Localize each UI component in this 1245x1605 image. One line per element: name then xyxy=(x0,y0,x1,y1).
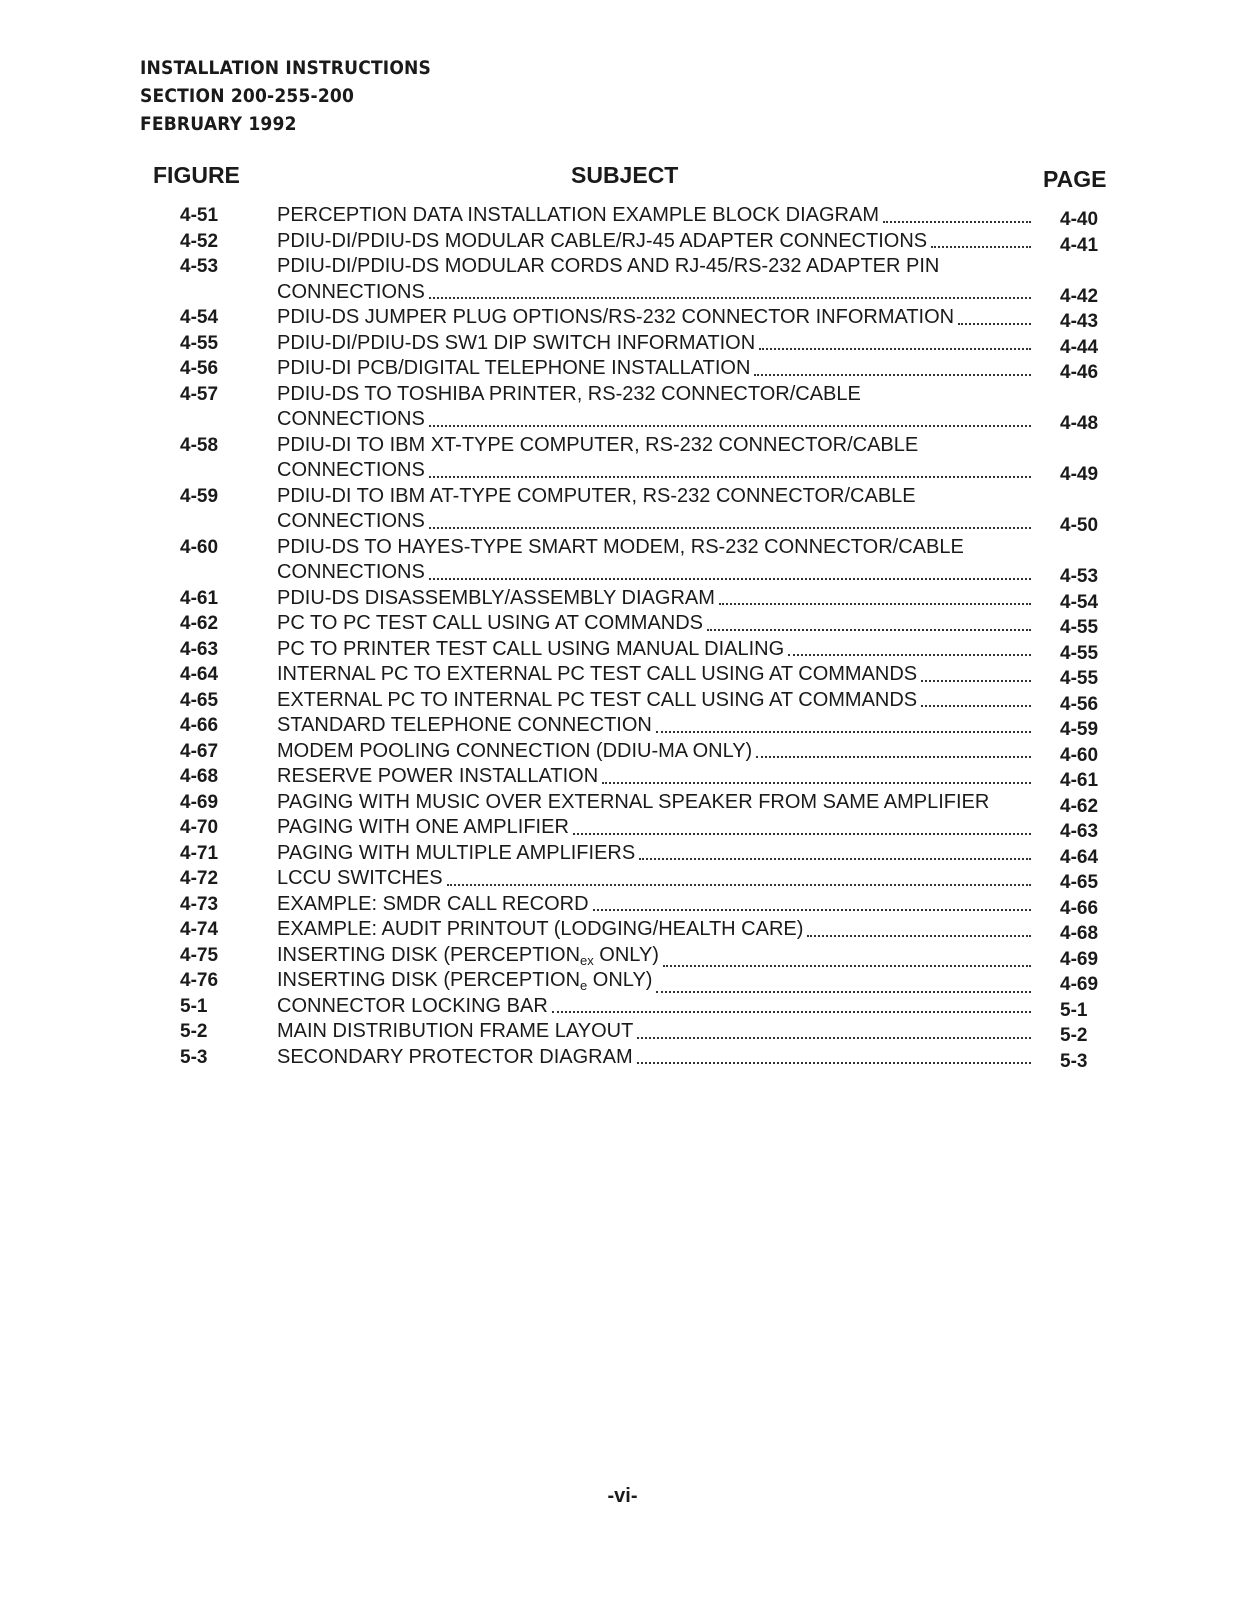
subject-with-leader xyxy=(277,688,1033,714)
figure-number: 4-65 xyxy=(180,689,219,711)
subject-text-main: EXAMPLE: SMDR CALL RECORD xyxy=(277,892,589,915)
page-reference: 4-53 xyxy=(1060,566,1099,587)
list-item xyxy=(0,535,1245,586)
subject-text xyxy=(277,713,652,739)
list-item xyxy=(0,815,1245,841)
column-header-subject: SUBJECT xyxy=(571,162,679,188)
dot-leader xyxy=(637,1036,1031,1039)
subject-text-suffix: ONLY) xyxy=(593,943,659,966)
subject-text xyxy=(277,280,425,306)
section-number: SECTION 200-255-200 xyxy=(140,85,355,107)
subject-with-leader xyxy=(277,356,1033,382)
dot-leader xyxy=(639,857,1031,860)
subject-text-main: EXAMPLE: AUDIT PRINTOUT (LODGING/HEALTH CARE) xyxy=(277,918,804,940)
page-reference: 4-61 xyxy=(1060,770,1099,791)
subject-with-leader xyxy=(277,229,1033,255)
dot-leader xyxy=(756,755,1031,758)
list-item-line xyxy=(0,407,1245,433)
subject-text-main: PDIU-DI PCB/DIGITAL TELEPHONE INSTALLATION xyxy=(277,357,751,379)
manual-title: INSTALLATION INSTRUCTIONS xyxy=(140,57,432,79)
subject-text xyxy=(277,764,598,790)
list-item xyxy=(0,254,1245,305)
subject-text xyxy=(277,560,425,586)
subject-text-main: CONNECTIONS xyxy=(277,408,425,430)
dot-leader xyxy=(707,628,1031,631)
subject-text-main: SECONDARY PROTECTOR DIAGRAM xyxy=(277,1045,633,1068)
page-reference: 4-41 xyxy=(1060,234,1099,256)
list-item xyxy=(0,203,1245,229)
list-item-line xyxy=(0,866,1245,892)
list-item-line xyxy=(0,662,1245,688)
dot-leader xyxy=(788,653,1031,656)
figure-number: 4-72 xyxy=(180,868,219,889)
subject-with-leader xyxy=(277,331,1033,357)
subject-text-main: INTERNAL PC TO EXTERNAL PC TEST CALL USING AT COMMANDS xyxy=(277,663,918,685)
subject-with-leader xyxy=(277,1045,1033,1071)
list-item xyxy=(0,611,1245,637)
figure-number: 4-75 xyxy=(180,944,219,966)
subject-text xyxy=(277,203,879,229)
subject-text-main: STANDARD TELEPHONE CONNECTION xyxy=(277,714,652,736)
dot-leader xyxy=(931,245,1031,248)
subject-text xyxy=(277,994,548,1020)
figure-number: 4-64 xyxy=(180,664,219,685)
subject-with-leader xyxy=(277,739,1033,765)
dot-leader xyxy=(429,526,1031,529)
figure-number: 4-67 xyxy=(180,740,219,762)
subject-with-leader xyxy=(277,662,1033,688)
dot-leader xyxy=(429,296,1031,299)
page-reference: 5-1 xyxy=(1060,999,1088,1021)
list-item xyxy=(0,790,1245,816)
subject-text xyxy=(277,815,569,841)
list-item xyxy=(0,764,1245,790)
page-reference: 4-46 xyxy=(1060,362,1099,383)
subject-with-leader xyxy=(277,203,1033,229)
list-item-line xyxy=(0,535,1245,561)
list-item-line xyxy=(0,611,1245,637)
subject-text-main: RESERVE POWER INSTALLATION xyxy=(277,765,599,787)
list-item xyxy=(0,739,1245,765)
list-item-line xyxy=(0,790,1245,816)
dot-leader xyxy=(663,964,1031,967)
figure-number: 4-70 xyxy=(180,817,219,838)
dot-leader xyxy=(754,373,1031,376)
page-reference: 4-44 xyxy=(1060,336,1099,358)
figure-number: 4-52 xyxy=(180,230,219,252)
dot-leader xyxy=(921,704,1031,707)
subject-with-leader xyxy=(277,1019,1033,1045)
list-item xyxy=(0,229,1245,255)
list-item xyxy=(0,917,1245,943)
subject-text-main: PDIU-DI/PDIU-DS MODULAR CABLE/RJ-45 ADAPTER CONNECTIONS xyxy=(277,229,928,252)
list-item xyxy=(0,1045,1245,1071)
page-reference: 4-48 xyxy=(1060,413,1099,434)
subject-text xyxy=(277,458,425,484)
column-header-figure: FIGURE xyxy=(153,162,240,188)
list-item xyxy=(0,968,1245,994)
list-item-line xyxy=(0,739,1245,765)
figure-number: 4-73 xyxy=(180,893,219,915)
dot-leader xyxy=(921,679,1031,682)
dot-leader xyxy=(958,322,1031,325)
subject-with-leader xyxy=(277,407,1033,433)
publication-date: FEBRUARY 1992 xyxy=(140,113,297,135)
figure-number: 4-53 xyxy=(180,256,219,277)
page-reference: 4-55 xyxy=(1060,642,1099,664)
subject-text xyxy=(277,586,715,612)
list-item-line xyxy=(0,203,1245,229)
figure-number: 4-61 xyxy=(180,587,219,609)
page-reference: 4-49 xyxy=(1060,464,1099,485)
document-header xyxy=(140,54,431,138)
figure-number: 5-1 xyxy=(180,995,208,1017)
list-item xyxy=(0,356,1245,382)
subject-text xyxy=(277,917,803,943)
figure-number: 4-69 xyxy=(180,791,219,813)
subject-text-main: CONNECTIONS xyxy=(277,510,425,532)
list-item xyxy=(0,433,1245,484)
figure-number: 4-68 xyxy=(180,766,219,787)
dot-leader xyxy=(759,347,1031,350)
list-item-line xyxy=(0,254,1245,280)
page-reference: 4-55 xyxy=(1060,617,1099,638)
list-item-line xyxy=(0,305,1245,331)
list-item xyxy=(0,943,1245,969)
page-reference: 4-54 xyxy=(1060,591,1099,613)
list-item-line xyxy=(0,892,1245,918)
list-item-line xyxy=(0,586,1245,612)
page-reference: 4-40 xyxy=(1060,209,1099,230)
subject-with-leader xyxy=(277,560,1033,586)
page-reference: 4-62 xyxy=(1060,795,1099,817)
subject-with-leader xyxy=(277,841,1033,867)
list-item-line xyxy=(0,382,1245,408)
figure-number: 4-56 xyxy=(180,358,219,379)
page-reference: 4-64 xyxy=(1060,846,1099,868)
list-item-line xyxy=(0,943,1245,969)
dot-leader xyxy=(429,475,1031,478)
subject-text xyxy=(277,739,752,765)
dot-leader xyxy=(807,934,1031,937)
subject-with-leader xyxy=(277,458,1033,484)
figure-number: 4-60 xyxy=(180,536,219,558)
figure-number: 4-62 xyxy=(180,613,219,634)
list-item-line xyxy=(0,815,1245,841)
subject-text-main: PC TO PRINTER TEST CALL USING MANUAL DIALING xyxy=(277,637,785,660)
list-item-line xyxy=(0,637,1245,663)
page-reference: 4-65 xyxy=(1060,872,1099,893)
subject-with-leader xyxy=(277,815,1033,841)
figure-number: 4-63 xyxy=(180,638,219,660)
list-item-line xyxy=(0,841,1245,867)
subject-text: PDIU-DI TO IBM XT-TYPE COMPUTER, RS-232 CONNECTOR/CABLE xyxy=(277,433,919,456)
figure-number: 4-76 xyxy=(180,970,219,991)
subject-text: PDIU-DS TO HAYES-TYPE SMART MODEM, RS-232 CONNECTOR/CABLE xyxy=(277,535,964,558)
list-item-line xyxy=(0,968,1245,994)
dot-leader xyxy=(883,220,1031,223)
list-item-line xyxy=(0,331,1245,357)
dot-leader xyxy=(637,1061,1031,1064)
dot-leader xyxy=(429,424,1031,427)
subject-text-main: CONNECTIONS xyxy=(277,561,425,583)
list-item-line xyxy=(0,713,1245,739)
subject-text xyxy=(277,1019,633,1045)
subject-text-main: MODEM POOLING CONNECTION (DDIU-MA ONLY) xyxy=(277,739,753,762)
subject-with-leader xyxy=(277,509,1033,535)
subject-text: PAGING WITH MUSIC OVER EXTERNAL SPEAKER FROM SAME AMPLIFIER xyxy=(277,790,990,813)
subject-with-leader xyxy=(277,280,1033,306)
list-item-line xyxy=(0,484,1245,510)
list-item-line xyxy=(0,764,1245,790)
subject-text-main: PDIU-DS JUMPER PLUG OPTIONS/RS-232 CONNECTOR INFORMATION xyxy=(277,306,955,328)
subject-text-suffix: ONLY) xyxy=(587,969,653,991)
dot-leader xyxy=(719,602,1031,605)
subject-text-main: EXTERNAL PC TO INTERNAL PC TEST CALL USING AT COMMANDS xyxy=(277,688,918,711)
subject-text xyxy=(277,662,917,688)
subject-text-main: INSERTING DISK (PERCEPTION xyxy=(277,969,581,991)
subject-text xyxy=(277,892,589,918)
list-item-line xyxy=(0,433,1245,459)
page-reference: 4-43 xyxy=(1060,311,1099,332)
subject-with-leader xyxy=(277,892,1033,918)
subject-with-leader xyxy=(277,866,1033,892)
subject-text xyxy=(277,688,917,714)
list-item xyxy=(0,637,1245,663)
subject-with-leader xyxy=(277,637,1033,663)
page-reference: 4-69 xyxy=(1060,948,1099,970)
list-item-line xyxy=(0,560,1245,586)
subject-with-leader xyxy=(277,586,1033,612)
dot-leader xyxy=(602,781,1031,784)
figure-number: 5-2 xyxy=(180,1021,208,1042)
figure-number: 4-66 xyxy=(180,715,219,736)
subject-subscript: ex xyxy=(580,952,594,968)
figure-number: 4-74 xyxy=(180,919,219,940)
subject-with-leader xyxy=(277,764,1033,790)
figure-number: 4-58 xyxy=(180,434,219,456)
subject-text xyxy=(277,1045,633,1071)
list-item-line xyxy=(0,688,1245,714)
page-reference: 4-56 xyxy=(1060,693,1099,715)
dot-leader xyxy=(656,990,1031,993)
list-item xyxy=(0,994,1245,1020)
subject-text xyxy=(277,229,927,255)
subject-text-main: PDIU-DS DISASSEMBLY/ASSEMBLY DIAGRAM xyxy=(277,586,715,609)
subject-text: PDIU-DI TO IBM AT-TYPE COMPUTER, RS-232 CONNECTOR/CABLE xyxy=(277,484,916,507)
subject-text-main: CONNECTIONS xyxy=(277,459,425,481)
list-item-line xyxy=(0,917,1245,943)
subject-text-main: PAGING WITH MULTIPLE AMPLIFIERS xyxy=(277,841,636,864)
list-item xyxy=(0,688,1245,714)
list-item xyxy=(0,841,1245,867)
list-item xyxy=(0,866,1245,892)
subject-text-main: PERCEPTION DATA INSTALLATION EXAMPLE BLOCK DIAGRAM xyxy=(277,204,879,226)
column-header-page: PAGE xyxy=(1043,166,1107,192)
subject-text xyxy=(277,407,425,433)
list-item xyxy=(0,305,1245,331)
dot-leader xyxy=(429,577,1031,580)
subject-text xyxy=(277,356,750,382)
list-item xyxy=(0,331,1245,357)
subject-text xyxy=(277,305,954,331)
subject-text-main: CONNECTOR LOCKING BAR xyxy=(277,994,548,1017)
subject-text-main: CONNECTIONS xyxy=(277,280,425,303)
list-item-line xyxy=(0,1019,1245,1045)
subject-with-leader xyxy=(277,305,1033,331)
subject-with-leader xyxy=(277,917,1033,943)
list-item-line xyxy=(0,229,1245,255)
subject-with-leader xyxy=(277,611,1033,637)
list-item-line xyxy=(0,994,1245,1020)
page-number-footer: -vi- xyxy=(607,1485,638,1507)
figure-number: 4-59 xyxy=(180,485,219,507)
list-item xyxy=(0,586,1245,612)
subject-text-main: INSERTING DISK (PERCEPTION xyxy=(277,943,581,966)
subject-subscript: e xyxy=(580,978,588,993)
subject-text-main: PAGING WITH ONE AMPLIFIER xyxy=(277,816,569,838)
page-reference: 4-60 xyxy=(1060,744,1099,766)
figure-number: 4-51 xyxy=(180,205,219,226)
subject-text: PDIU-DI/PDIU-DS MODULAR CORDS AND RJ-45/RS-232 ADAPTER PIN xyxy=(277,255,940,277)
page-reference: 5-2 xyxy=(1060,1025,1088,1046)
list-item-line xyxy=(0,356,1245,382)
page-reference: 4-55 xyxy=(1060,668,1099,689)
page-reference: 5-3 xyxy=(1060,1050,1088,1072)
subject-text-main: LCCU SWITCHES xyxy=(277,867,443,889)
subject-text-main: MAIN DISTRIBUTION FRAME LAYOUT xyxy=(277,1020,634,1042)
subject-text xyxy=(277,331,755,357)
dot-leader xyxy=(552,1010,1031,1013)
list-item xyxy=(0,382,1245,433)
list-item-line xyxy=(0,509,1245,535)
subject-text xyxy=(277,611,703,637)
figure-number: 4-54 xyxy=(180,307,219,328)
page-reference: 4-59 xyxy=(1060,719,1099,740)
page-reference: 4-42 xyxy=(1060,285,1099,307)
page-reference: 4-50 xyxy=(1060,515,1099,536)
list-item xyxy=(0,662,1245,688)
list-item xyxy=(0,484,1245,535)
page-reference: 4-68 xyxy=(1060,923,1099,944)
dot-leader xyxy=(656,730,1031,733)
figure-number: 4-57 xyxy=(180,383,219,405)
list-item xyxy=(0,892,1245,918)
subject-text xyxy=(277,637,784,663)
page-reference: 4-69 xyxy=(1060,974,1099,995)
page-reference: 4-63 xyxy=(1060,821,1099,842)
figure-number: 4-71 xyxy=(180,842,219,864)
page-reference: 4-66 xyxy=(1060,897,1099,919)
subject-with-leader xyxy=(277,994,1033,1020)
dot-leader xyxy=(573,832,1031,835)
subject-with-leader xyxy=(277,713,1033,739)
list-item-line xyxy=(0,280,1245,306)
figure-list xyxy=(0,203,1245,1070)
subject-text-main: PDIU-DI/PDIU-DS SW1 DIP SWITCH INFORMATION xyxy=(277,331,756,354)
figure-number: 5-3 xyxy=(180,1046,208,1068)
figure-number: 4-55 xyxy=(180,332,219,354)
subject-text xyxy=(277,509,425,535)
subject-text: PDIU-DS TO TOSHIBA PRINTER, RS-232 CONNECTOR/CABLE xyxy=(277,382,861,405)
dot-leader xyxy=(593,908,1031,911)
list-item-line xyxy=(0,458,1245,484)
list-item xyxy=(0,713,1245,739)
dot-leader xyxy=(447,883,1031,886)
subject-text-main: PC TO PC TEST CALL USING AT COMMANDS xyxy=(277,612,704,634)
subject-text xyxy=(277,841,635,867)
list-item-line xyxy=(0,1045,1245,1071)
subject-text xyxy=(277,866,443,892)
list-item xyxy=(0,1019,1245,1045)
